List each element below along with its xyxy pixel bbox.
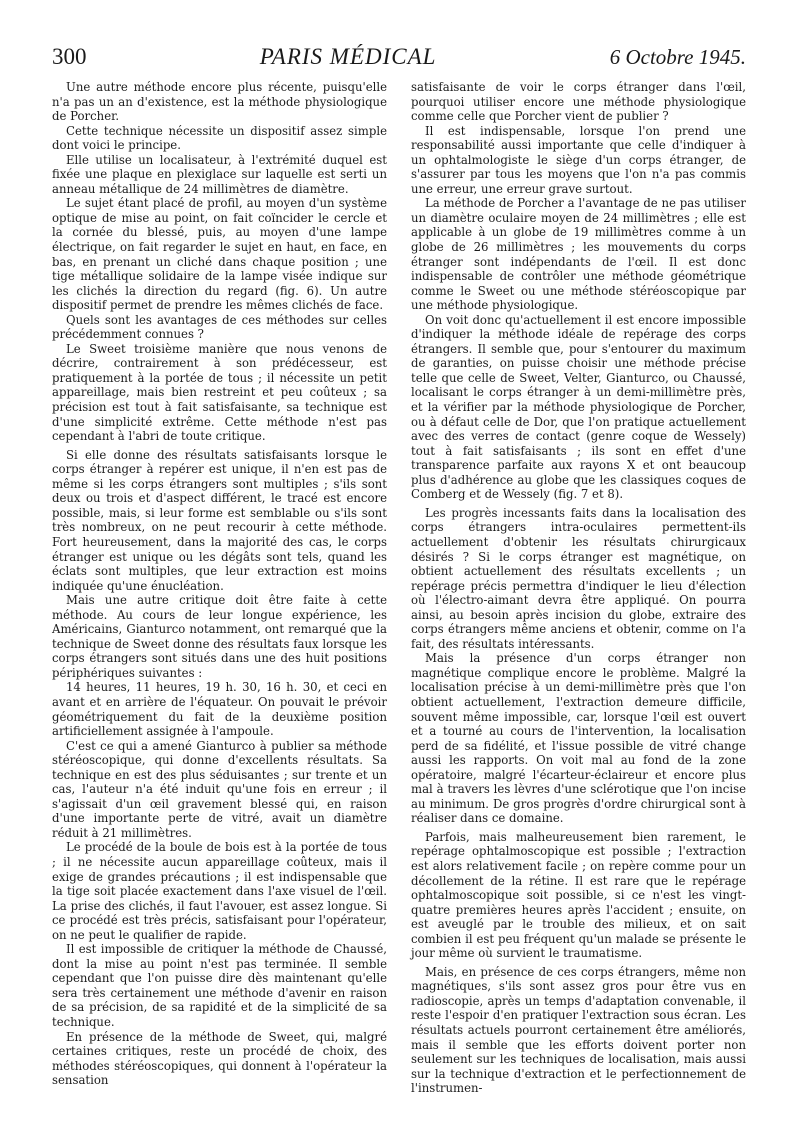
right-column bbox=[411, 80, 746, 1096]
paragraph: Cette technique nécessite un dispositif assez simple dont voici le principe. bbox=[52, 123, 387, 153]
paragraph: Le Sweet troisième manière que nous venons de décrire, contrairement à son prédécesseur, est pratiquement à la portée de tous ; il nécessite un petit appareillage, mais bien restreint et peu coûteux ; sa précision est tout à fait satisfaisante, sa technique est d'une simplicité extrême. Cette méthode n'est pas cependant à l'abri de toute critique. bbox=[52, 341, 387, 444]
paragraph: Elle utilise un localisateur, à l'extrémité duquel est fixée une plaque en plexiglace sur laquelle est serti un anneau métallique de 24 millimètres de diamètre. bbox=[52, 152, 387, 196]
paragraph: Mais une autre critique doit être faite à cette méthode. Au cours de leur longue expérience, les Américains, Gianturco notamment, ont remarqué que la technique de Sweet donne des résultats faux lorsque les corps étrangers sont situés dans une des huit positions périphériques suivantes : bbox=[52, 593, 387, 680]
paragraph: Il est indispensable, lorsque l'on prend une responsabilité aussi importante que celle d'indiquer à un ophtalmologiste le siège d'un corps étranger, de s'assurer par tous les moyens que l'on n'a pas commis une erreur, une erreur grave surtout. bbox=[411, 123, 746, 196]
paragraph: En présence de la méthode de Sweet, qui, malgré certaines critiques, reste un procédé de choix, des méthodes stéréoscopiques, qui donnent à l'opérateur la sensation bbox=[52, 1029, 387, 1088]
paragraph: Le procédé de la boule de bois est à la portée de tous ; il ne nécessite aucun appareillage coûteux, mais il exige de grandes précautions ; il est indispensable que la tige soit placée exactement dans l'axe visuel de l'œil. La prise des clichés, il faut l'avouer, est assez longue. Si ce procédé est très précis, satisfaisant pour l'opérateur, on ne peut le qualifier de rapide. bbox=[52, 840, 387, 942]
paragraph: Quels sont les avantages de ces méthodes sur celles précédemment connues ? bbox=[52, 312, 387, 342]
paragraph: Il est impossible de critiquer la méthode de Chaussé, dont la mise au point n'est pas terminée. Il semble cependant que l'on puisse dire dès maintenant qu'elle sera très certainement une méthode d'avenir en raison de sa précision, de sa rapidité et de la simplicité de sa technique. bbox=[52, 942, 387, 1029]
left-column bbox=[52, 80, 387, 1088]
paragraph: Mais, en présence de ces corps étrangers, même non magnétiques, s'ils sont assez gros pour être vus en radioscopie, après un temps d'adaptation convenable, il reste l'espoir d'en pratiquer l'extraction sous écran. Les résultats actuels pourront certainement être améliorés, mais il semble que les efforts doivent porter non seulement sur les techniques de localisation, mais aussi sur la technique d'extraction et le perfectionnement de l'instrumen- bbox=[411, 964, 746, 1096]
paragraph: La méthode de Porcher a l'avantage de ne pas utiliser un diamètre oculaire moyen de 24 millimètres ; elle est applicable à un globe de 19 millimètres comme à un globe de 26 millimètres ; les mouvements du corps étranger sont indépendants de l'œil. Il est donc indispensable de contrôler une méthode géométrique comme le Sweet ou une méthode stéréoscopique par une méthode physiologique. bbox=[411, 196, 746, 313]
paragraph: Parfois, mais malheureusement bien rarement, le repérage ophtalmoscopique est possible ; l'extraction est alors relativement facile ; on repère comme pour un décollement de la rétine. Il est rare que le repérage ophtalmoscopique soit possible, si ce n'est les vingt-quatre premières heures après l'accident ; ensuite, on est aveuglé par le trouble des milieux, et on sait combien il est peu fréquent qu'un malade se présente le jour même où survient le traumatisme. bbox=[411, 829, 746, 961]
running-header bbox=[52, 44, 746, 78]
page-number: 300 bbox=[52, 44, 87, 69]
paragraph: Si elle donne des résultats satisfaisants lorsque le corps étranger à repérer est unique, il n'en est pas de même si les corps étrangers sont multiples ; s'ils sont deux ou trois et d'aspect différent, le tracé est encore possible, mais, si leur forme est semblable ou s'ils sont très nombreux, on ne peut recourir à cette méthode. Fort heureusement, dans la majorité des cas, le corps étranger est unique ou les dégâts sont tels, quand les éclats sont multiples, que leur extraction est moins indiquée qu'une énucléation. bbox=[52, 447, 387, 593]
paragraph: Les progrès incessants faits dans la localisation des corps étrangers intra-oculaires permettent-ils actuellement d'obtenir les résultats chirurgicaux désirés ? Si le corps étranger est magnétique, on obtient actuellement des résultats excellents ; un repérage précis permettra d'indiquer le lieu d'élection où l'électro-aimant devra être appliqué. On pourra ainsi, au besoin après incision du globe, extraire des corps étrangers même anciens et obtenir, comme on l'a fait, des résultats intéressants. bbox=[411, 505, 746, 651]
paragraph: satisfaisante de voir le corps étranger dans l'œil, pourquoi utiliser encore une méthode physiologique comme celle que Porcher vient de publier ? bbox=[411, 80, 746, 124]
paragraph: Une autre méthode encore plus récente, puisqu'elle n'a pas un an d'existence, est la méthode physiologique de Porcher. bbox=[52, 80, 387, 124]
paragraph: C'est ce qui a amené Gianturco à publier sa méthode stéréoscopique, qui donne d'excellents résultats. Sa technique en est des plus séduisantes ; sur trente et un cas, l'auteur n'a été induit qu'une fois en erreur ; il s'agissait d'un œil gravement blessé qui, en raison d'une importante perte de vitré, avait un diamètre réduit à 21 millimètres. bbox=[52, 738, 387, 840]
paragraph: On voit donc qu'actuellement il est encore impossible d'indiquer la méthode idéale de repérage des corps étrangers. Il semble que, pour s'entourer du maximum de garanties, on puisse choisir une méthode précise telle que celle de Sweet, Velter, Gianturco, ou Chaussé, localisant le corps étranger à un demi-millimètre près, et la vérifier par la méthode physiologique de Porcher, ou à défaut celle de Dor, que l'on pratique actuellement avec des verres de contact (genre coque de Wessely) tout à fait satisfaisants ; ils sont en effet d'une transparence parfaite aux rayons X et ont beaucoup plus d'adhérence au globe que les classiques coques de Comberg et de Wessely (fig. 7 et 8). bbox=[411, 312, 746, 502]
paragraph: 14 heures, 11 heures, 19 h. 30, 16 h. 30, et ceci en avant et en arrière de l'équateur. On pouvait le prévoir géométriquement du fait de la deuxième position artificiellement assignée à l'ampoule. bbox=[52, 680, 387, 739]
paragraph: Mais la présence d'un corps étranger non magnétique complique encore le problème. Malgré la localisation précise à un demi-millimètre près que l'on obtient actuellement, l'extraction demeure difficile, souvent même impossible, car, lorsque l'œil est ouvert et a tourné au cours de l'intervention, la localisation perd de sa fidélité, et l'issue possible de vitré change aussi les rapports. On voit mal au fond de la zone opératoire, malgré l'écarteur-éclaireur et encore plus mal à travers les lèvres d'une sclérotique que l'on incise au minimum. De gros progrès d'ordre chirurgical sont à réaliser dans ce domaine. bbox=[411, 651, 746, 826]
issue-date: 6 Octobre 1945. bbox=[609, 45, 746, 69]
paragraph: Le sujet étant placé de profil, au moyen d'un système optique de mise au point, on fait coïncider le cercle et la cornée du blessé, puis, au moyen d'une lampe électrique, on fait regarder le sujet en haut, en face, en bas, en prenant un cliché dans chaque position ; une tige métallique solidaire de la lampe visée indique sur les clichés la direction du regard (fig. 6). Un autre dispositif permet de prendre les mêmes clichés de face. bbox=[52, 196, 387, 313]
journal-title: PARIS MÉDICAL bbox=[259, 44, 437, 69]
